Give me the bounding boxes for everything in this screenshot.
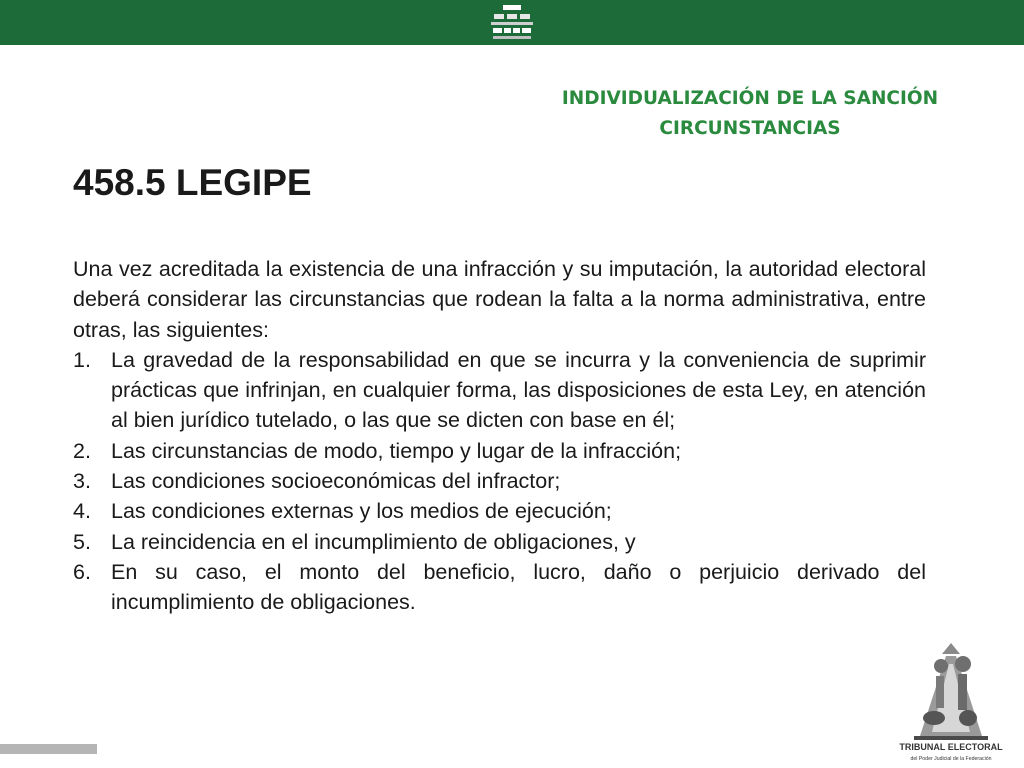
list-item-text: La reincidencia en el incumplimiento de obligaciones, y <box>111 529 636 554</box>
top-header-bar <box>0 0 1024 45</box>
list-item-number: 1. <box>73 347 91 372</box>
logo-text-line-2: del Poder Judicial de la Federación <box>910 756 992 762</box>
logo-text-line-1: TRIBUNAL ELECTORAL <box>899 742 1003 752</box>
footer-accent-bar <box>0 744 97 754</box>
slide-subtitle <box>530 84 970 144</box>
list-item-text: En su caso, el monto del beneficio, lucro, daño o perjuicio derivado del incumplimiento de obligaciones. <box>111 559 926 615</box>
list-item-text: Las condiciones externas y los medios de ejecución; <box>111 499 612 524</box>
list-item-text: Las condiciones socioeconómicas del infractor; <box>111 469 561 494</box>
list-item-text: Las circunstancias de modo, tiempo y lugar de la infracción; <box>111 438 682 463</box>
list-item <box>73 496 926 526</box>
list-item <box>73 557 926 618</box>
list-item <box>73 466 926 496</box>
list-item-number: 2. <box>73 438 91 463</box>
list-item <box>73 527 926 557</box>
list-item-number: 6. <box>73 559 91 584</box>
list-item-number: 5. <box>73 529 91 554</box>
list-item-number: 3. <box>73 469 91 494</box>
slide-body <box>73 254 926 618</box>
subtitle-line-2: CIRCUNSTANCIAS <box>659 118 841 139</box>
circumstances-list <box>73 345 926 618</box>
org-chart-icon <box>488 2 536 42</box>
subtitle-line-1: INDIVIDUALIZACIÓN DE LA SANCIÓN <box>561 88 939 109</box>
slide-heading: 458.5 LEGIPE <box>73 162 312 203</box>
list-item <box>73 436 926 466</box>
list-item-text: La gravedad de la responsabilidad en que se incurra y la conveniencia de suprimir prácticas que infrinjan, en cualquier forma, las disposiciones de esta Ley, en atención al bien jurídico tutelado, o las que se dicten con base en él; <box>111 347 926 433</box>
list-item-number: 4. <box>73 499 91 524</box>
intro-paragraph: Una vez acreditada la existencia de una infracción y su imputación, la autoridad electoral deberá considerar las circunstancias que rodean la falta a la norma administrativa, entre otras, las siguientes: <box>73 257 926 342</box>
list-item <box>73 345 926 436</box>
tribunal-scales-logo <box>896 640 1006 768</box>
